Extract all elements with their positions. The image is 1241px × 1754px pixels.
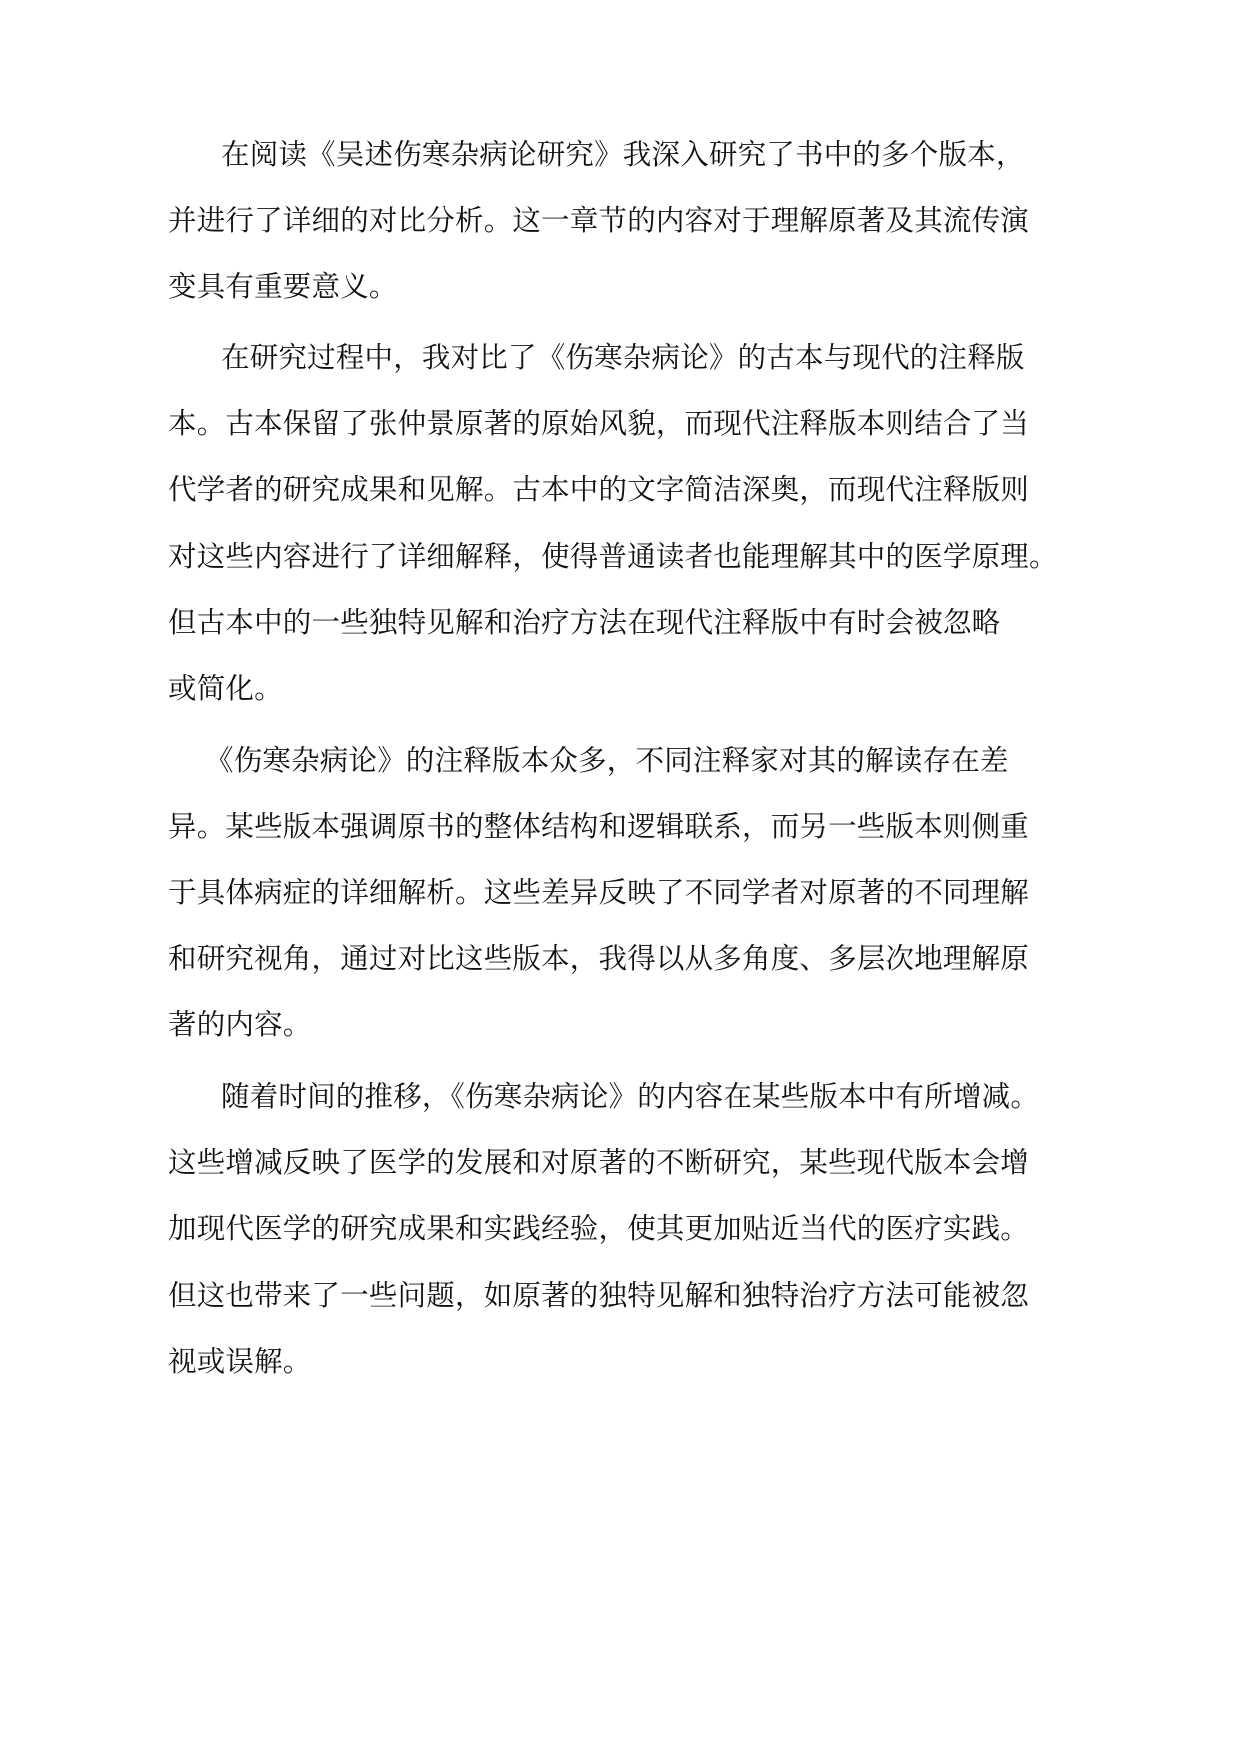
paragraph-2-line-1: 在研究过程中，我对比了《伤寒杂病论》的古本与现代的注释版 [221,341,1025,374]
paragraph-1-line-2: 并进行了详细的对比分析。这一章节的内容对于理解原著及其流传演 [168,204,1030,237]
paragraph-3-line-3: 于具体病症的详细解析。这些差异反映了不同学者对原著的不同理解 [168,876,1030,909]
paragraph-1-line-1: 在阅读《吴述伤寒杂病论研究》我深入研究了书中的多个版本， [221,138,1025,171]
paragraph-3-line-1: 《伤寒杂病论》的注释版本众多，不同注释家对其的解读存在差 [205,744,1009,777]
paragraph-1-line-3: 变具有重要意义。 [168,270,398,303]
paragraph-2-line-4: 对这些内容进行了详细解释，使得普通读者也能理解其中的医学原理。 [168,540,1058,573]
paragraph-3-line-2: 异。某些版本强调原书的整体结构和逻辑联系，而另一些版本则侧重 [168,810,1030,843]
paragraph-2-line-6: 或简化。 [168,672,283,705]
paragraph-4-line-1: 随着时间的推移，《伤寒杂病论》的内容在某些版本中有所增减。 [221,1080,1040,1113]
paragraph-4-line-3: 加现代医学的研究成果和实践经验，使其更加贴近当代的医疗实践。 [168,1212,1030,1245]
paragraph-4-line-5: 视或误解。 [168,1345,312,1378]
paragraph-4-line-2: 这些增减反映了医学的发展和对原著的不断研究，某些现代版本会增 [168,1146,1030,1179]
paragraph-2-line-5: 但古本中的一些独特见解和治疗方法在现代注释版中有时会被忽略 [168,606,1001,639]
paragraph-2-line-2: 本。古本保留了张仲景原著的原始风貌，而现代注释版本则结合了当 [168,407,1030,440]
paragraph-2-line-3: 代学者的研究成果和见解。古本中的文字简洁深奥，而现代注释版则 [168,473,1030,506]
paragraph-3-line-5: 著的内容。 [168,1008,312,1041]
paragraph-4-line-4: 但这也带来了一些问题，如原著的独特见解和独特治疗方法可能被忽 [168,1279,1030,1312]
paragraph-3-line-4: 和研究视角，通过对比这些版本，我得以从多角度、多层次地理解原 [168,942,1030,975]
